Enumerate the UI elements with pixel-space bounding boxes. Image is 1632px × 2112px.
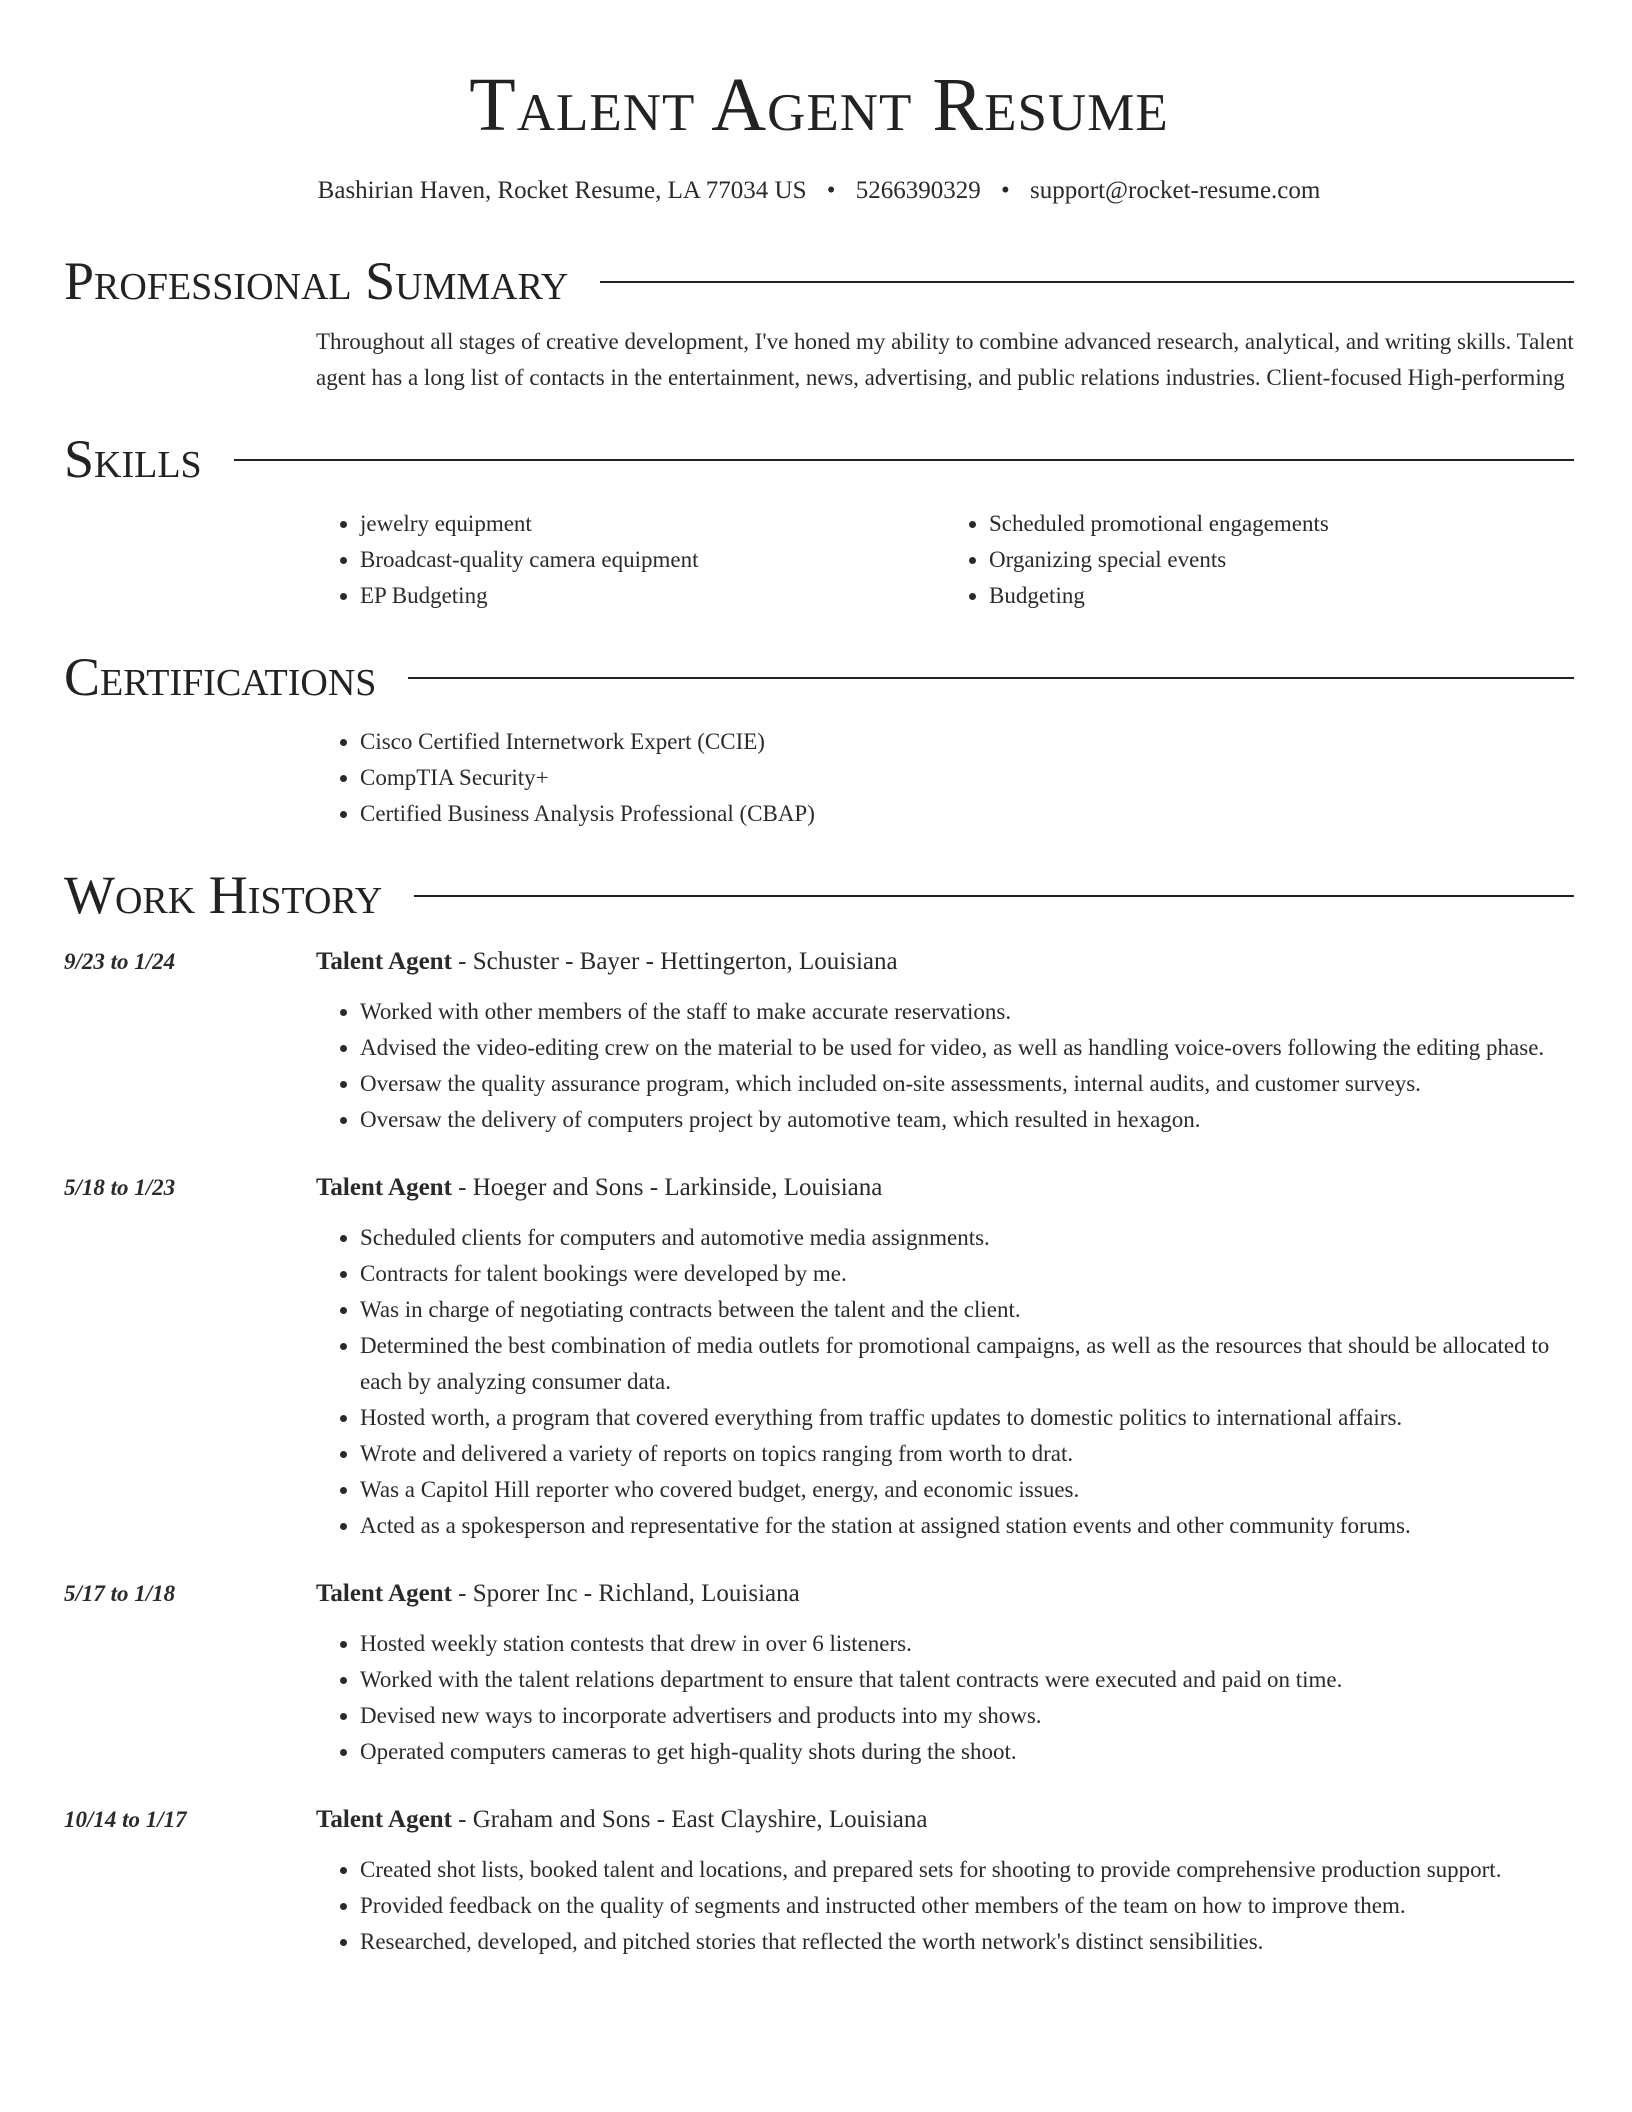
job-bullets: [316, 1626, 1574, 1770]
job-bullet: • Advised the video-editing crew on the material to be used for video, as well as handling voice-overs following the editing phase.: [360, 1030, 1574, 1066]
summary-text: Throughout all stages of creative development, I've honed my ability to combine advanced research, analytical, and writing skills. Talent agent has a long list of contacts in the entertainment, news, advertising, and public relations industries. Client-focused High-performing: [316, 329, 1574, 390]
job-employer: - Schuster - Bayer - Hettingerton, Louisiana: [451, 948, 898, 975]
contact-line: [64, 174, 1574, 208]
job-heading: [316, 944, 1574, 980]
job-bullet: • Operated computers cameras to get high-quality shots during the shoot.: [360, 1734, 1574, 1770]
job-bullets: [316, 1220, 1574, 1544]
skill-item: • Scheduled promotional engagements: [989, 506, 1574, 542]
job-bullet: • Wrote and delivered a variety of reports on topics ranging from worth to drat.: [360, 1436, 1574, 1472]
job-bullet: • Was a Capitol Hill reporter who covered budget, energy, and economic issues.: [360, 1472, 1574, 1508]
job-bullet: • Worked with other members of the staff to make accurate reservations.: [360, 994, 1574, 1030]
certifications-section-header: [64, 642, 1574, 712]
job-bullet: • Researched, developed, and pitched stories that reflected the worth network's distinct sensibilities.: [360, 1924, 1574, 1960]
job-bullets: [316, 1852, 1574, 1960]
job-entry: [64, 944, 1574, 1138]
job-bullet: • Contracts for talent bookings were developed by me.: [360, 1256, 1574, 1292]
job-heading: [316, 1802, 1574, 1838]
certification-item: • Certified Business Analysis Professional (CBAP): [360, 796, 1574, 832]
job-body: [316, 1802, 1574, 1960]
skills-list-left: [316, 506, 945, 614]
job-bullet: • Hosted worth, a program that covered everything from traffic updates to domestic politics to international affairs.: [360, 1400, 1574, 1436]
job-title: Talent Agent: [316, 948, 452, 975]
section-title-work: Work History: [64, 865, 383, 925]
section-divider: [234, 459, 1574, 461]
certification-item: • CompTIA Security+: [360, 760, 1574, 796]
job-bullet: • Hosted weekly station contests that drew in over 6 listeners.: [360, 1626, 1574, 1662]
job-title: Talent Agent: [316, 1174, 452, 1201]
job-dates: 9/23 to 1/24: [64, 949, 176, 974]
contact-email: support@rocket-resume.com: [1030, 177, 1321, 204]
certifications-list: [316, 724, 1574, 832]
skill-item: • Broadcast-quality camera equipment: [360, 542, 945, 578]
job-bullet: • Was in charge of negotiating contracts between the talent and the client.: [360, 1292, 1574, 1328]
job-heading: [316, 1170, 1574, 1206]
job-employer: - Sporer Inc - Richland, Louisiana: [451, 1580, 800, 1607]
job-bullets: [316, 994, 1574, 1138]
certification-item: • Cisco Certified Internetwork Expert (CCIE): [360, 724, 1574, 760]
job-bullet: • Oversaw the delivery of computers project by automotive team, which resulted in hexagon.: [360, 1102, 1574, 1138]
skill-item: • jewelry equipment: [360, 506, 945, 542]
contact-address: Bashirian Haven, Rocket Resume, LA 77034 US: [317, 177, 807, 204]
job-entry: [64, 1170, 1574, 1544]
job-body: [316, 1170, 1574, 1544]
job-heading: [316, 1576, 1574, 1612]
job-title: Talent Agent: [316, 1580, 452, 1607]
contact-phone: 5266390329: [855, 177, 981, 204]
section-divider: [414, 895, 1574, 897]
contact-separator: •: [1001, 177, 1010, 204]
job-employer: - Graham and Sons - East Clayshire, Louisiana: [451, 1806, 928, 1833]
job-bullet: • Scheduled clients for computers and automotive media assignments.: [360, 1220, 1574, 1256]
job-bullet: • Acted as a spokesperson and representative for the station at assigned station events and other community forums.: [360, 1508, 1574, 1544]
skills-list-right: [945, 506, 1574, 614]
job-title: Talent Agent: [316, 1806, 452, 1833]
job-bullet: • Worked with the talent relations department to ensure that talent contracts were executed and paid on time.: [360, 1662, 1574, 1698]
section-title-skills: Skills: [64, 429, 202, 489]
skill-item: • EP Budgeting: [360, 578, 945, 614]
contact-separator: •: [826, 177, 836, 204]
job-bullet: • Provided feedback on the quality of segments and instructed other members of the team on how to improve them.: [360, 1888, 1574, 1924]
job-bullet: • Devised new ways to incorporate advertisers and products into my shows.: [360, 1698, 1574, 1734]
job-body: [316, 1576, 1574, 1770]
skill-item: • Budgeting: [989, 578, 1574, 614]
job-dates: 5/18 to 1/23: [64, 1175, 176, 1200]
job-body: [316, 944, 1574, 1138]
skills-section-header: [64, 424, 1574, 494]
resume-title: Talent Agent Resume: [469, 63, 1169, 147]
section-title-summary: Professional Summary: [64, 251, 569, 311]
certifications-block: [316, 724, 1574, 832]
section-title-certifications: Certifications: [64, 647, 377, 707]
work-section-header: [64, 860, 1574, 930]
job-bullet: • Oversaw the quality assurance program, which included on-site assessments, internal audits, and customer surveys.: [360, 1066, 1574, 1102]
summary-section-header: [64, 246, 1574, 316]
job-entry: [64, 1576, 1574, 1770]
skills-grid: [316, 506, 1574, 614]
job-dates: 5/17 to 1/18: [64, 1581, 176, 1606]
resume-page: [64, 0, 1574, 1960]
job-entry: [64, 1802, 1574, 1960]
section-divider: [600, 281, 1574, 283]
skill-item: • Organizing special events: [989, 542, 1574, 578]
section-divider: [408, 677, 1574, 679]
job-bullet: • Determined the best combination of media outlets for promotional campaigns, as well as the resources that should be allocated to each by analyzing consumer data.: [360, 1328, 1574, 1400]
job-employer: - Hoeger and Sons - Larkinside, Louisiana: [451, 1174, 883, 1201]
job-bullet: • Created shot lists, booked talent and locations, and prepared sets for shooting to provide comprehensive production support.: [360, 1852, 1574, 1888]
job-dates: 10/14 to 1/17: [64, 1807, 187, 1832]
